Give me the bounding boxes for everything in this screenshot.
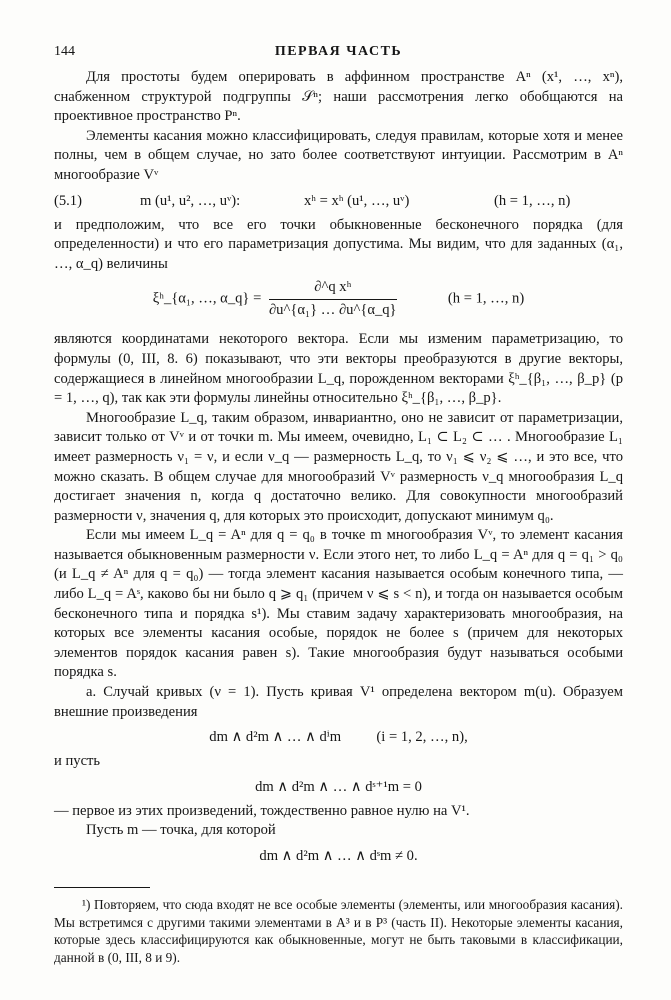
xi-range: (h = 1, …, n) [447,290,525,307]
xi-lhs: ξʰ_{α₁, …, α_q} = [152,290,262,307]
equation-wedge-products [54,722,623,752]
equation-tag: (5.1) [54,192,82,209]
footnote: ¹) Повторяем, что сюда входят не все особые элементы (элементы, или многообразия касания). Мы встретимся с другими такими элементами в A³ и в P³ (часть II). Некоторые элементы касания, которые здесь классифицируются как обыкновенные, могут не быть таковыми в классификации, данной в (0, III, 8 и 9). [54,897,623,965]
running-title: ПЕРВАЯ ЧАСТЬ [274,44,403,59]
paragraph-ordinary-points: и предположим, что все его точки обыкновенные бесконечного порядка (для определенности) и что его параметризация допустима. Мы видим, что для заданных (α₁, …, α_q) величины [54,216,623,272]
running-header [54,36,623,62]
text-first-product: — первое из этих произведений, тождественно равное нулю на V¹. [54,802,470,819]
paragraph-vector-coordinates: являются координатами некоторого вектора. Если мы изменим параметризацию, то формулы (0, III, 8. 6) показывают, что эти векторы преобразуются в другие векторы, содержащиеся в линейном многообразии L_q, порожденном векторами ξʰ_{β₁, …, β_p} (p = 1, …, q), так как эти формулы линейны относительно ξʰ_{β₁, …, β_p}. [54,331,623,407]
footnote-separator [54,887,150,888]
paragraph-ordinary-elements: Если мы имеем L_q = Aⁿ для q = q₀ в точке m многообразия Vᵛ, то элемент касания называется обыкновенным размерности ν. Если этого нет, то либо L_q = Aⁿ для q = q₁ > q₀ (и L_q ≠ Aⁿ для q = q₀) — тогда элемент касания называется особым конечного типа, — либо L_q = Aˢ, каково бы ни было q ⩾ q₁ (причем ν ⩽ s < n), и тогда он называется особым бесконечного типа и порядка s¹). Мы ставим задачу характеризовать многообразия, на которых все элементы касания особые, порядок не более s (причем для некоторых элементов порядок касания равен s). Такие многообразия будут называться особыми порядка s. [54,527,623,681]
wedge-zero-expression: dm ∧ d²m ∧ … ∧ dˢ⁺¹m = 0 [255,778,422,795]
paragraph-curves-case: a. Случай кривых (ν = 1). Пусть кривая V¹ определена вектором m(u). Образуем внешние произведения [54,684,623,720]
partial-derivative-fraction [269,278,397,320]
fraction-numerator: ∂^q xʰ [269,278,397,300]
equation-range: (h = 1, …, n) [494,192,571,209]
text-let-m: Пусть m — точка, для которой [86,822,276,839]
wedge-range: (i = 1, 2, …, n), [376,729,468,746]
wedge-expression: dm ∧ d²m ∧ … ∧ dⁱm [209,729,342,746]
equation-wedge-zero [54,772,623,802]
fraction-denominator: ∂u^{α₁} … ∂u^{α_q} [268,301,397,318]
equation-wedge-nonzero [54,841,623,871]
equation-xi [54,274,623,330]
page-number: 144 [54,44,75,59]
wedge-nonzero-expression: dm ∧ d²m ∧ … ∧ dˢm ≠ 0. [259,848,418,864]
paragraph-manifold-dimension: Многообразие L_q, таким образом, инвариантно, оно не зависит от параметризации, зависит только от Vᵛ и от точки m. Мы имеем, очевидно, L₁ ⊂ L₂ ⊂ … . Многообразие L₁ имеет размерность ν₁ = ν, и если ν_q — размерность L_q, то ν₁ ⩽ ν₂ ⩽ …, и это все, что можно сказать. В общем случае для многообразий Vᵛ размерность ν_q многообразия L_q достигает значения n, когда q достаточно велико. Для совокупности многообразий размерности ν, значения q, для которых это происходит, допускают минимум q₀. [54,409,623,524]
equation-lhs: m (u¹, u², …, uᵛ): [140,192,241,209]
equation-5-1 [54,186,623,216]
paragraph-affine-space: Для простоты будем оперировать в аффинном пространстве Aⁿ (x¹, …, xⁿ), снабженном структурой подгруппы 𝒮ⁿ; наши рассмотрения легко обобщаются на проективное пространство Pⁿ. [54,69,623,125]
paragraph-contact-elements: Элементы касания можно классифицировать, следуя правилам, которые хотя и менее полны, чем в общем случае, но зато более соответствуют интуиции. Рассмотрим в Aⁿ многообразие Vᵛ [54,127,623,183]
text-and-let: и пусть [54,753,101,770]
equation-rhs: xʰ = xʰ (u¹, …, uᵛ) [304,192,410,209]
